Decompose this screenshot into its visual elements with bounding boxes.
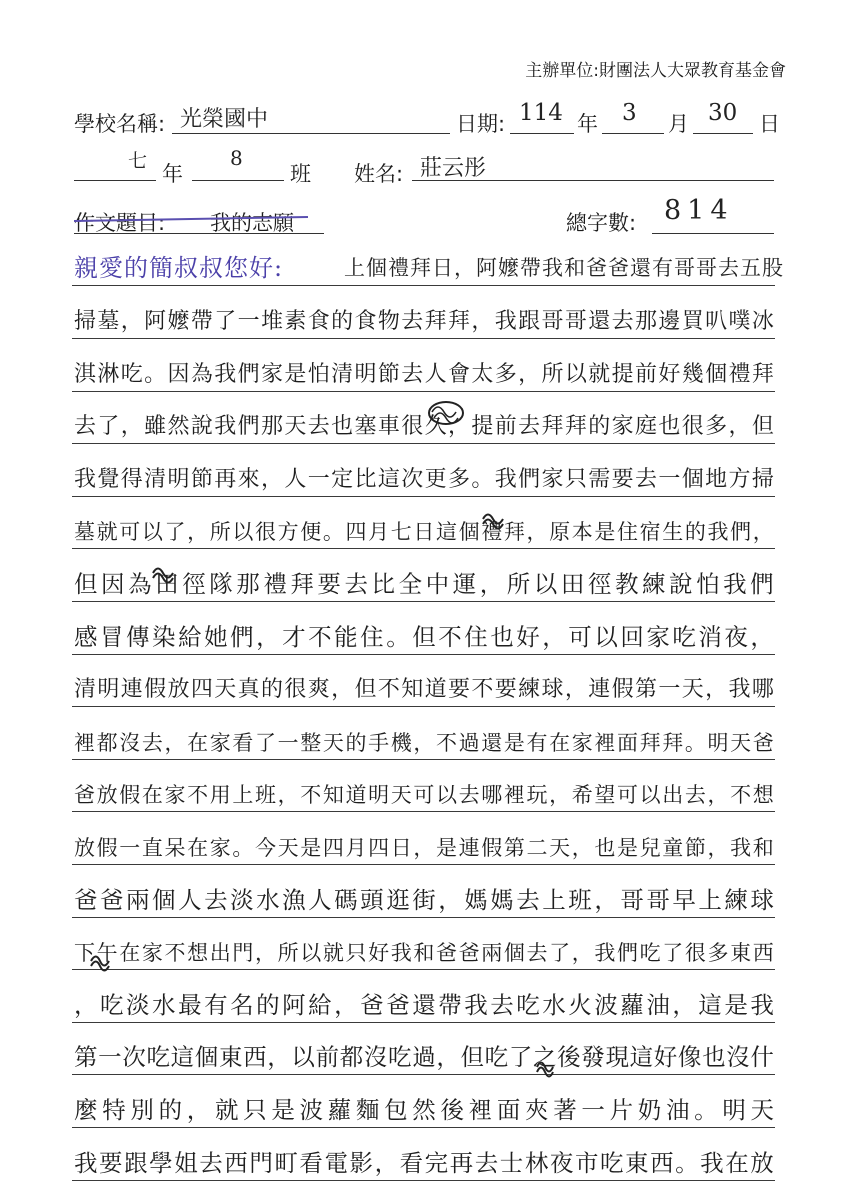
crossout-scribble-icon — [480, 508, 506, 530]
topic-value: 我的志願 — [210, 211, 294, 235]
organizer-text: 主辦單位:財團法人大眾教育基金會 — [525, 61, 786, 81]
rule-line — [72, 496, 775, 497]
essay-line-5: 我 覺 得 清 明 節 再 來 ， 人 一 定 比 這 次 更 多 。 我 們 家 只 需 要 去 一 個 地 方 掃 — [74, 467, 774, 492]
rule-line — [72, 443, 775, 444]
rule-line — [72, 1022, 775, 1023]
rule-line — [72, 917, 775, 918]
rule-line — [72, 706, 775, 707]
day-value: 30 — [708, 100, 738, 126]
essay-line-9: 清 明 連 假 放 四 天 真 的 很 爽 ， 但 不 知 道 要 不 要 練 球 ， 連 假 第 一 天 ， 我 哪 — [74, 677, 774, 702]
rule-line — [72, 338, 775, 339]
topic-label: 作文題目: — [74, 211, 166, 235]
essay-line-17: 麼 特 別 的 ， 就 只 是 波 蘿 麵 包 然 後 裡 面 夾 著 一 片 奶 油 。 明 天 — [74, 1095, 774, 1124]
essay-line-2: 掃 墓 ， 阿 嬤 帶 了 一 堆 素 食 的 食 物 去 拜 拜 ， 我 跟 哥 哥 還 去 那 邊 買 叭 噗 冰 — [74, 309, 774, 334]
rule-line — [72, 654, 775, 655]
wordcount-value: 814 — [664, 195, 734, 226]
name-underline — [412, 180, 774, 181]
crossout-scribble-icon — [426, 398, 466, 428]
rule-line — [72, 391, 775, 392]
rule-line — [72, 1074, 775, 1075]
crossout-scribble-icon — [534, 1056, 556, 1078]
date-label: 日期: — [456, 112, 506, 136]
essay-line-3: 淇 淋 吃 。 因 為 我 們 家 是 怕 清 明 節 去 人 會 太 多 ， 所 以 就 提 前 好 幾 個 禮 拜 — [74, 362, 774, 387]
rule-line — [72, 759, 775, 760]
essay-line-4: 去 了 ， 雖 然 說 我 們 那 天 去 也 塞 車 很 久 ， 提 前 去 拜 拜 的 家 庭 也 很 多 ， 但 — [74, 414, 774, 439]
essay-line-1: 上個禮拜日，阿嬤帶我和爸爸還有哥哥去五股 — [344, 256, 784, 280]
class-label: 班 — [290, 162, 311, 186]
rule-line — [72, 811, 775, 812]
wordcount-underline — [652, 233, 774, 234]
rule-line — [72, 969, 775, 970]
essay-line-12: 放 假 一 直 呆 在 家 。 今 天 是 四 月 四 日 ， 是 連 假 第 二 天 ， 也 是 兒 童 節 ， 我 和 — [74, 836, 774, 860]
day-underline — [693, 133, 753, 134]
month-underline — [602, 133, 664, 134]
essay-line-15: ， 吃 淡 水 最 有 名 的 阿 給 ， 爸 爸 還 帶 我 去 吃 水 火 波 蘿 油 ， 這 是 我 — [74, 990, 774, 1019]
essay-greeting: 親愛的簡叔叔您好: — [74, 254, 284, 282]
rule-line — [72, 285, 775, 286]
essay-line-16: 第 一 次 吃 這 個 東 西 ， 以 前 都 沒 吃 過 ， 但 吃 了 之 後 發 現 這 好 像 也 沒 什 — [74, 1042, 774, 1071]
school-value: 光榮國中 — [180, 107, 269, 132]
grade-label: 年 — [162, 162, 183, 186]
essay-line-14: 下 午 在 家 不 想 出 門 ， 所 以 就 只 好 我 和 爸 爸 兩 個 去 了 ， 我 們 吃 了 很 多 東 西 — [74, 941, 774, 965]
class-value: 8 — [230, 146, 243, 170]
essay-line-13: 爸 爸 兩 個 人 去 淡 水 漁 人 碼 頭 逛 街 ， 媽 媽 去 上 班 ， 哥 哥 早 上 練 球 — [74, 885, 774, 914]
year-value: 114 — [519, 100, 563, 126]
grade-underline — [74, 180, 156, 181]
month-label: 月 — [668, 112, 689, 136]
essay-line-18: 我 要 跟 學 姐 去 西 門 町 看 電 影 ， 看 完 再 去 士 林 夜 市 吃 東 西 。 我 在 放 — [74, 1148, 774, 1177]
rule-line — [72, 601, 775, 602]
essay-line-6: 墓 就 可 以 了 ， 所 以 很 方 便 。 四 月 七 日 這 個 禮 拜 ， 原 本 是 住 宿 生 的 我 們 ， — [74, 520, 774, 544]
class-underline — [192, 180, 284, 181]
essay-line-11: 爸 放 假 在 家 不 用 上 班 ， 不 知 道 明 天 可 以 去 哪 裡 玩 ， 希 望 可 以 出 去 ， 不 想 — [74, 783, 774, 807]
year-underline — [510, 133, 574, 134]
month-value: 3 — [622, 100, 637, 126]
rule-line — [72, 864, 775, 865]
essay-line-7: 但 因 為 田 徑 隊 那 禮 拜 要 去 比 全 中 運 ， 所 以 田 徑 教 練 說 怕 我 們 — [74, 569, 774, 598]
wordcount-label: 總字數: — [566, 211, 637, 235]
school-underline — [172, 133, 450, 134]
essay-line-8: 感 冒 傳 染 給 她 們 ， 才 不 能 住 。 但 不 住 也 好 ， 可 以 回 家 吃 消 夜 ， — [74, 622, 774, 651]
school-label: 學校名稱: — [74, 112, 166, 136]
name-label: 姓名: — [354, 162, 404, 186]
crossout-scribble-icon — [88, 950, 112, 972]
rule-line — [72, 1180, 775, 1181]
topic-underline — [74, 233, 324, 234]
year-label: 年 — [577, 112, 598, 136]
essay-line-10: 裡 都 沒 去 ， 在 家 看 了 一 整 天 的 手 機 ， 不 過 還 是 有 在 家 裡 面 拜 拜 。 明 天 爸 — [74, 731, 774, 755]
day-label: 日 — [759, 112, 780, 136]
grade-value: 七 — [128, 150, 148, 172]
rule-line — [72, 548, 775, 549]
name-value: 莊云彤 — [420, 156, 487, 181]
rule-line — [72, 1127, 775, 1128]
crossout-scribble-icon — [150, 562, 176, 584]
